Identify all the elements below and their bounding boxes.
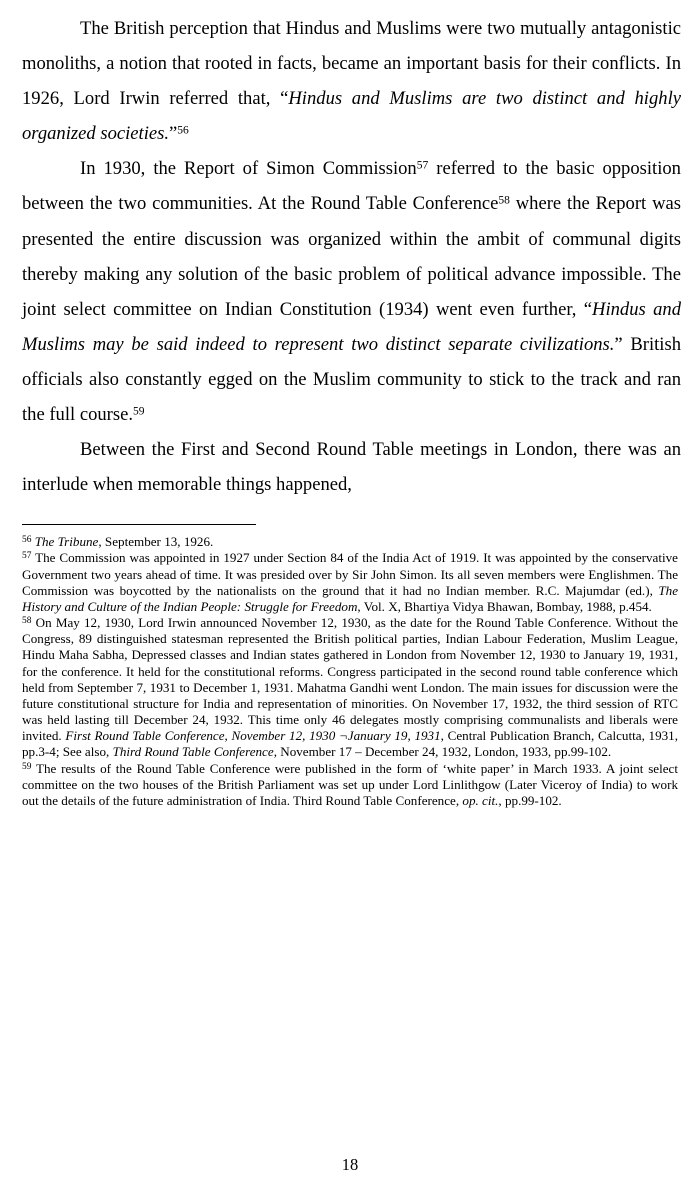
text-run: where the Report was presented the entire discussion was organized within the ambit of communal digits thereby making any solution of the basic problem of political advance impossible. The joint select committee on Indian Constitution (1934) went even further, “ <box>22 193 681 320</box>
text-run: On May 12, 1930, Lord Irwin announced November 12, 1930, as the date for the Round Table Conference. Without the Congress, 89 distinguished statesman represented the British political parties, Indian Labour Federation, Muslim League, Hindu Maha Sabha, Depressed classes and Indian states gathered in London from November 12, 1930 to January 19, 1931, for the conference. It held for the constitutional reforms. Congress participated in the second round table conference which held from September 7, 1931 to December 1, 1931. Mahatma Gandhi went London. The main issues for discussion were the future constitutional structure for India and representation of minorities. On November 17, 1932, the third session of RTC was held lasting till December 24, 1932. This time only 46 delegates mostly comprising communalists and liberals were invited. <box>22 615 679 744</box>
italic-run: op. cit. <box>462 792 499 808</box>
footnote-separator-rule <box>22 524 256 525</box>
body-paragraph-1 <box>22 11 681 151</box>
text-run: ” British officials also constantly egged on the Muslim community to stick to the track and ran the full course. <box>22 333 681 426</box>
text-run: , November 17 – December 24, 1932, London, 1933, pp.99-102. <box>273 744 612 760</box>
footnote-reference: 56 <box>177 124 189 137</box>
body-paragraph-3 <box>22 432 681 502</box>
italic-run: First Round Table Conference, November 12, 1930 ¬January 19, 1931 <box>65 728 441 744</box>
page-number: 18 <box>341 1155 359 1174</box>
text-run: Between the First and Second Round Table meetings in London, there was an interlude when memorable things happened, <box>22 439 681 496</box>
italic-run: Third Round Table Conference <box>112 744 274 760</box>
footnote-58 <box>22 615 678 760</box>
footnote-reference: 58 <box>498 195 510 208</box>
footnote-reference: 57 <box>416 160 429 173</box>
footnote-marker: 58 <box>22 616 32 627</box>
text-run: referred to the basic opposition between the two communities. At the Round Table Conference <box>22 158 681 215</box>
body-paragraph-2 <box>22 151 681 432</box>
footnote-57 <box>22 550 678 615</box>
text-run: In 1930, the Report of Simon Commission <box>80 158 417 180</box>
text-run: , Central Publication Branch, Calcutta, 1931, pp.3-4; See also, <box>22 728 678 760</box>
italic-run: Hindus and Muslims are two distinct and highly organized societies. <box>22 88 681 145</box>
italic-run: The Tribune <box>34 534 99 550</box>
footnote-reference: 59 <box>133 405 145 418</box>
footnote-56 <box>22 534 678 550</box>
italic-run: The History and Culture of the Indian People: Struggle for Freedom <box>22 582 678 614</box>
text-run: ” <box>169 123 178 145</box>
footnote-59 <box>22 761 678 809</box>
text-run: The Commission was appointed in 1927 under Section 84 of the India Act of 1919. It was appointed by the conservative Government two years ahead of time. It was presided over by Sir John Simon. Its all seven members were Englishmen. The Commission was boycotted by the nationalists on the ground that it had no Indian member. R.C. Majumdar (ed.), <box>22 550 678 598</box>
footnote-block <box>22 534 681 809</box>
footnote-marker: 57 <box>22 551 32 562</box>
text-run: The results of the Round Table Conference were published in the form of ‘white paper’ in March 1933. A joint select committee on the two houses of the British Parliament was set up under Lord Linlithgow (Later Viceroy of India) to work out the details of the future administration of India. Third Round Table Conference, <box>22 760 678 808</box>
footnote-marker: 59 <box>22 761 32 772</box>
body-text-block <box>22 0 681 502</box>
text-run: , pp.99-102. <box>498 792 562 808</box>
text-run: , September 13, 1926. <box>98 534 214 550</box>
text-run: The British perception that Hindus and Muslims were two mutually antagonistic monoliths, a notion that rooted in facts, became an important basis for their conflicts. In 1926, Lord Irwin referred that, “ <box>22 18 681 110</box>
text-run: , Vol. X, Bhartiya Vidya Bhawan, Bombay, 1988, p.454. <box>357 598 652 614</box>
footnote-marker: 56 <box>22 535 32 546</box>
italic-run: Hindus and Muslims may be said indeed to represent two distinct separate civilizations. <box>22 298 681 355</box>
